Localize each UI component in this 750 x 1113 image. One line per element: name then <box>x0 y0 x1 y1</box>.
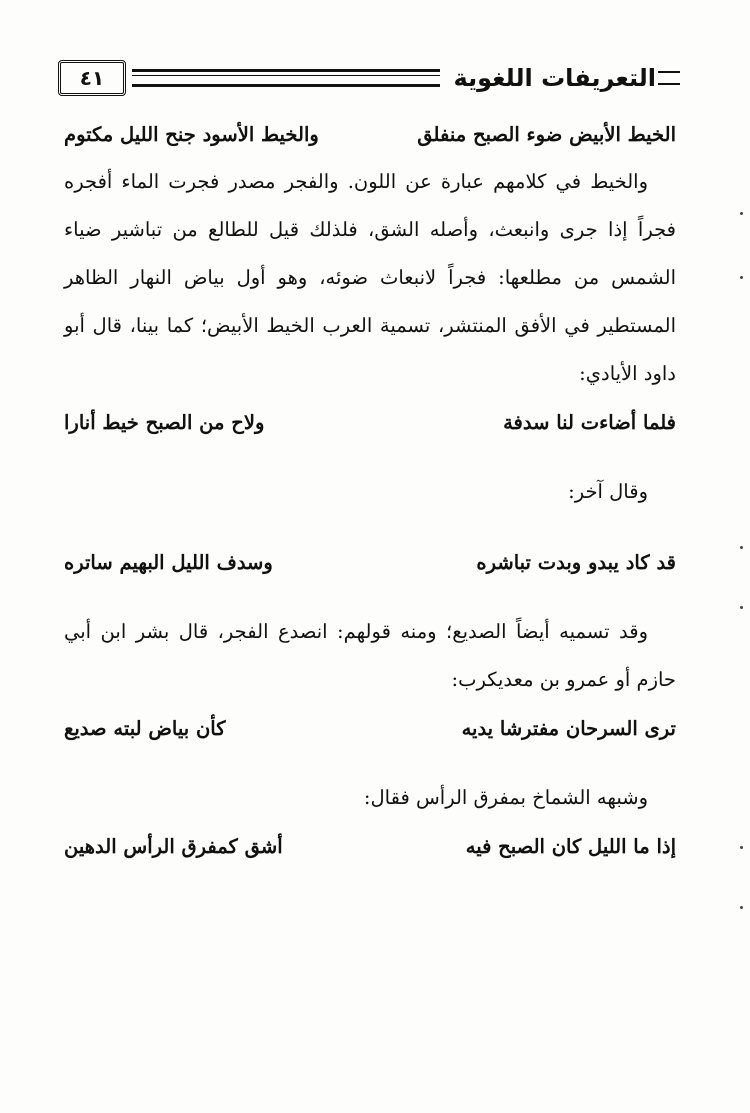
paragraph: وقال آخر: <box>568 480 648 503</box>
margin-mark <box>740 846 743 849</box>
header-title: التعريفات اللغوية <box>453 64 656 92</box>
verse-second-hemistich: والخيط الأسود جنح الليل مكتوم <box>64 122 319 146</box>
margin-mark <box>740 546 743 549</box>
page-number: ٤١ <box>58 60 126 96</box>
verse-line <box>64 822 676 870</box>
verse-line <box>64 704 676 752</box>
margin-mark <box>740 906 743 909</box>
verse-first-hemistich: إذا ما الليل كان الصبح فيه <box>465 834 676 858</box>
verse-first-hemistich: ترى السرحان مفترشا يديه <box>461 716 676 740</box>
header-rule <box>132 69 440 87</box>
margin-mark <box>740 276 743 279</box>
verse-line <box>64 110 676 158</box>
margin-mark <box>740 606 743 609</box>
paragraph: والخيط في كلامهم عبارة عن اللون. والفجر مصدر فجرت الماء أفجره فجراً إذا جرى وانبعث، وأصله الشق، فلذلك قيل للطالع من تباشير ضياء الشمس من مطلعها: فجراً لانبعاث ضوئه، وهو أول بياض النهار الظاهر المستطير في الأفق المنتشر، تسمية العرب الخيط الأبيض؛ كما بينا، قال أبو داود الأيادي: <box>64 170 677 385</box>
verse-first-hemistich: الخيط الأبيض ضوء الصبح منفلق <box>417 122 676 146</box>
paragraph: وقد تسميه أيضاً الصديع؛ ومنه قولهم: انصدع الفجر، قال بشر ابن أبي حازم أو عمرو بن معديكرب: <box>64 620 676 691</box>
verse-first-hemistich: فلما أضاءت لنا سدفة <box>503 410 676 434</box>
verse-line <box>64 538 676 586</box>
verse-second-hemistich: وسدف الليل البهيم ساتره <box>64 550 273 574</box>
running-header <box>58 58 680 98</box>
margin-mark <box>740 212 743 215</box>
header-ornament <box>658 71 680 85</box>
verse-first-hemistich: قد كاد يبدو وبدت تباشره <box>476 550 676 574</box>
paragraph: وشبهه الشماخ بمفرق الرأس فقال: <box>363 786 648 809</box>
verse-line <box>64 398 676 446</box>
page-body <box>64 110 676 870</box>
verse-second-hemistich: كأن بياض لبته صديع <box>64 716 226 740</box>
verse-second-hemistich: أشق كمفرق الرأس الدهين <box>64 834 283 858</box>
verse-second-hemistich: ولاح من الصبح خيط أنارا <box>64 410 265 434</box>
